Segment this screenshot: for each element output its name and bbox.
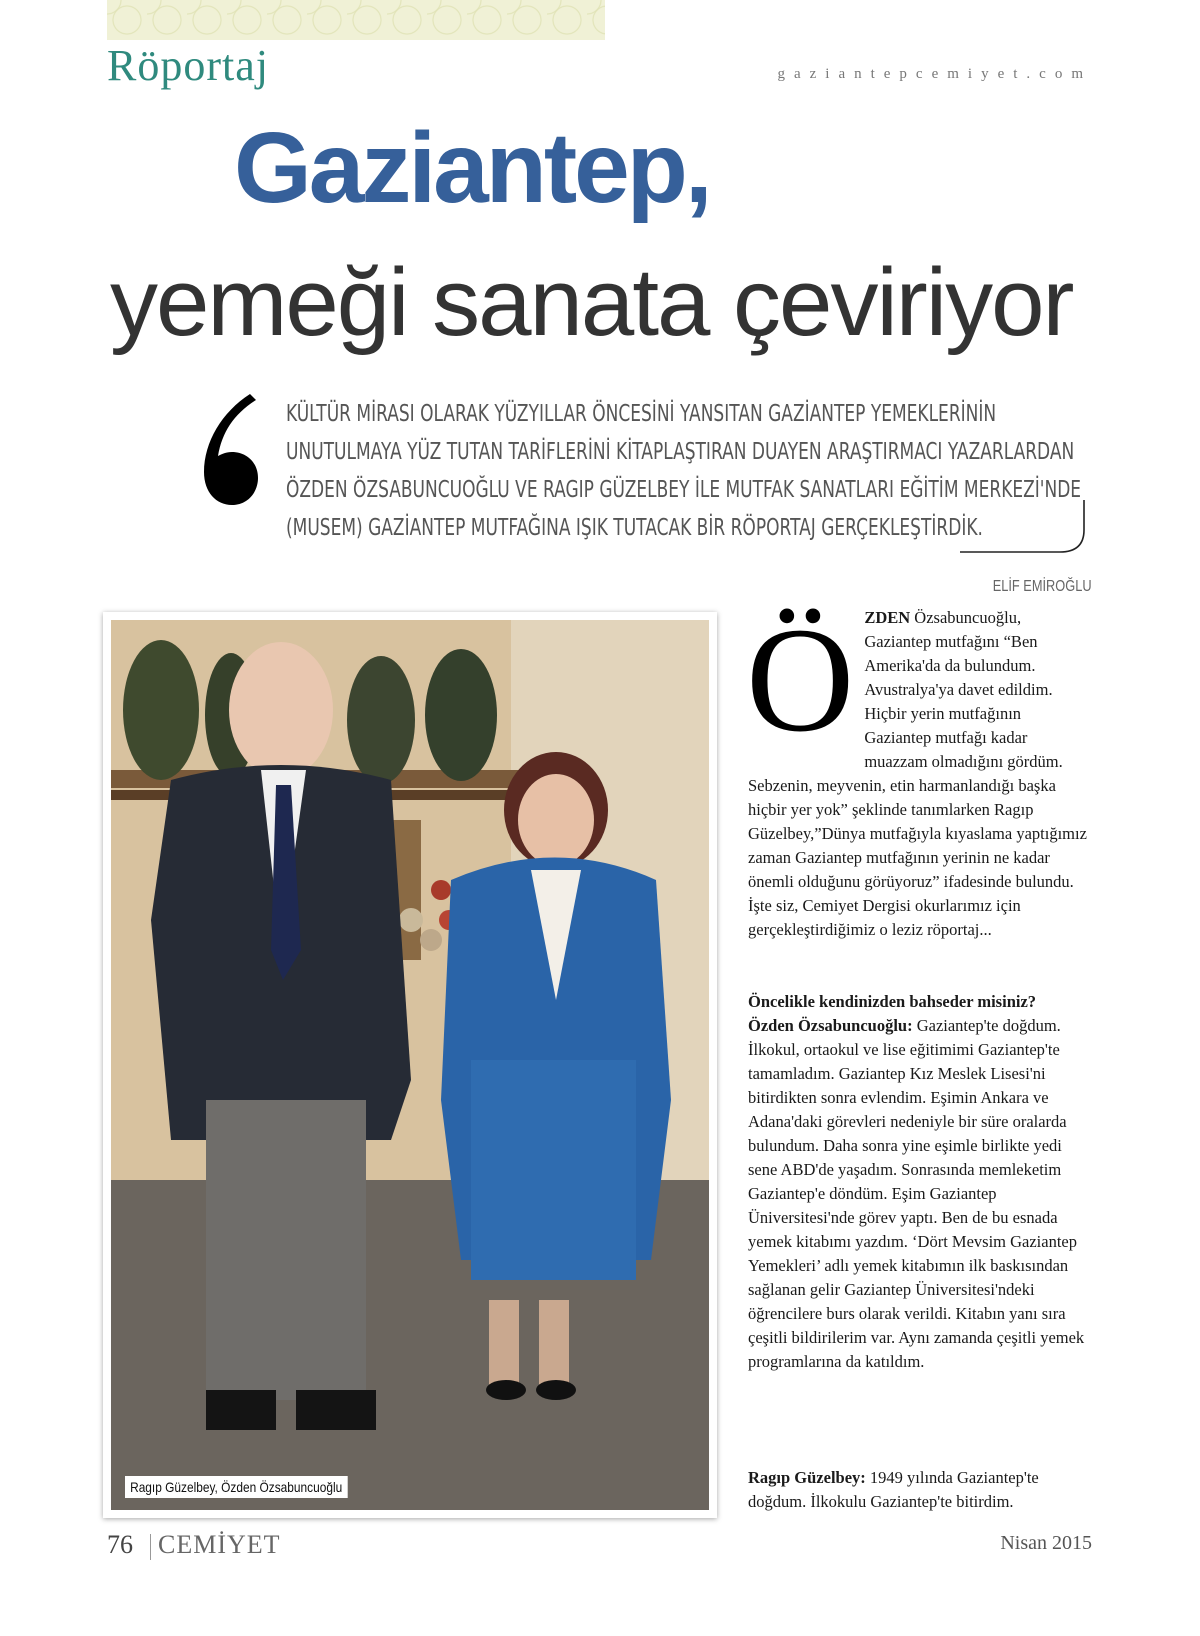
title-line-2: yemeği sanata çeviriyor [110,249,1073,356]
drop-cap: Ö [746,597,855,763]
answer-1 [748,1014,1092,1374]
header-pattern [107,0,605,40]
footer-divider [150,1534,151,1560]
intro-text: Özsabuncuoğlu, Gaziantep mutfağını “Ben Amerika'da da bulundum. Avustralya'ya davet edildim. Hiçbir yerin mutfağının Gaziantep mutfağı kadar muazzam olmadığını gördüm. Sebzenin, meyvenin, etin harmanlandığı başka hiçbir yer yok” şeklinde tanımlarken Ragıp Güzelbey,”Dünya mutfağıyla kıyaslama yaptığımız zaman Gaziantep mutfağının yerinin ne kadar önemli olduğunu görüyoruz” ifadesinde bulundu. İşte siz, Cemiyet Dergisi okurlarımız için gerçekleştirdiğimiz o leziz röportaj... [748,608,1087,939]
intro-bold: ZDEN [864,608,911,627]
magazine-name: CEMİYET [158,1530,281,1559]
article-intro [746,597,1092,942]
speaker-2: Ragıp Güzelbey: [748,1468,866,1487]
answer-2-text: 1949 yılında Gaziantep'te doğdum. İlkokulu Gaziantep'te bitirdim. [748,1468,1039,1511]
author-name: ELİF EMİROĞLU [993,578,1092,595]
title-line-1: Gaziantep, [234,112,710,224]
issue-date: Nisan 2015 [1000,1532,1092,1554]
question-1: Öncelikle kendinizden bahseder misiniz? [748,992,1037,1011]
answer-1-text: Gaziantep'te doğdum. İlkokul, ortaokul ve lise eğitimimi Gaziantep'te tamamladım. Gaziantep Kız Meslek Lisesi'ni bitirdikten sonra evlendim. Eşimin Ankara ve Adana'daki görevleri nedeniyle bir süre oralarda bulundum. Daha sonra yine eşimle birlikte yedi sene ABD'de yaşadım. Sonrasında memleketim Gaziantep'e döndüm. Eşim Gaziantep Üniversitesi'nde görev yaptı. Ben de bu esnada yemek kitabımı yazdım. ‘Dört Mevsim Gaziantep Yemekleri’ adlı yemek kitabımın ilk baskısından sağlanan gelir Gaziantep Üniversitesi'ndeki öğrencilere burs olarak verildi. Kitabın yanı sıra çeşitli bildirilerim var. Aynı zamanda çeşitli yemek programlarına da katıldım. [748,1016,1085,1371]
quote-mark-icon [200,392,262,507]
photo-caption: Ragıp Güzelbey, Özden Özsabuncuoğlu [125,1476,347,1498]
page-number: 76 [107,1530,133,1559]
lead-line: UNUTULMAYA YÜZ TUTAN TARİFLERİNİ KİTAPLAŞTIRAN DUAYEN ARAŞTIRMACI YAZARLARDAN [286,439,1075,465]
lead-line: (MUSEM) GAZİANTEP MUTFAĞINA IŞIK TUTACAK BİR RÖPORTAJ GERÇEKLEŞTİRDİK. [286,515,983,541]
interview-photo [103,612,717,1518]
article-qa-1 [748,990,1092,1374]
lead-underline-curve [960,500,1090,560]
website-url: gaziantepcemiyet.com [777,66,1092,82]
lead-line: KÜLTÜR MİRASI OLARAK YÜZYILLAR ÖNCESİNİ YANSITAN GAZİANTEP YEMEKLERİNİN [286,401,997,427]
speaker-1: Özden Özsabuncuoğlu: [748,1016,913,1035]
lead-line: ÖZDEN ÖZSABUNCUOĞLU VE RAGIP GÜZELBEY İLE MUTFAK SANATLARI EĞİTİM MERKEZİ'NDE [286,477,1082,503]
section-label: Röportaj [107,41,269,90]
photo-image [111,620,709,1510]
article-answer-2 [748,1466,1092,1514]
